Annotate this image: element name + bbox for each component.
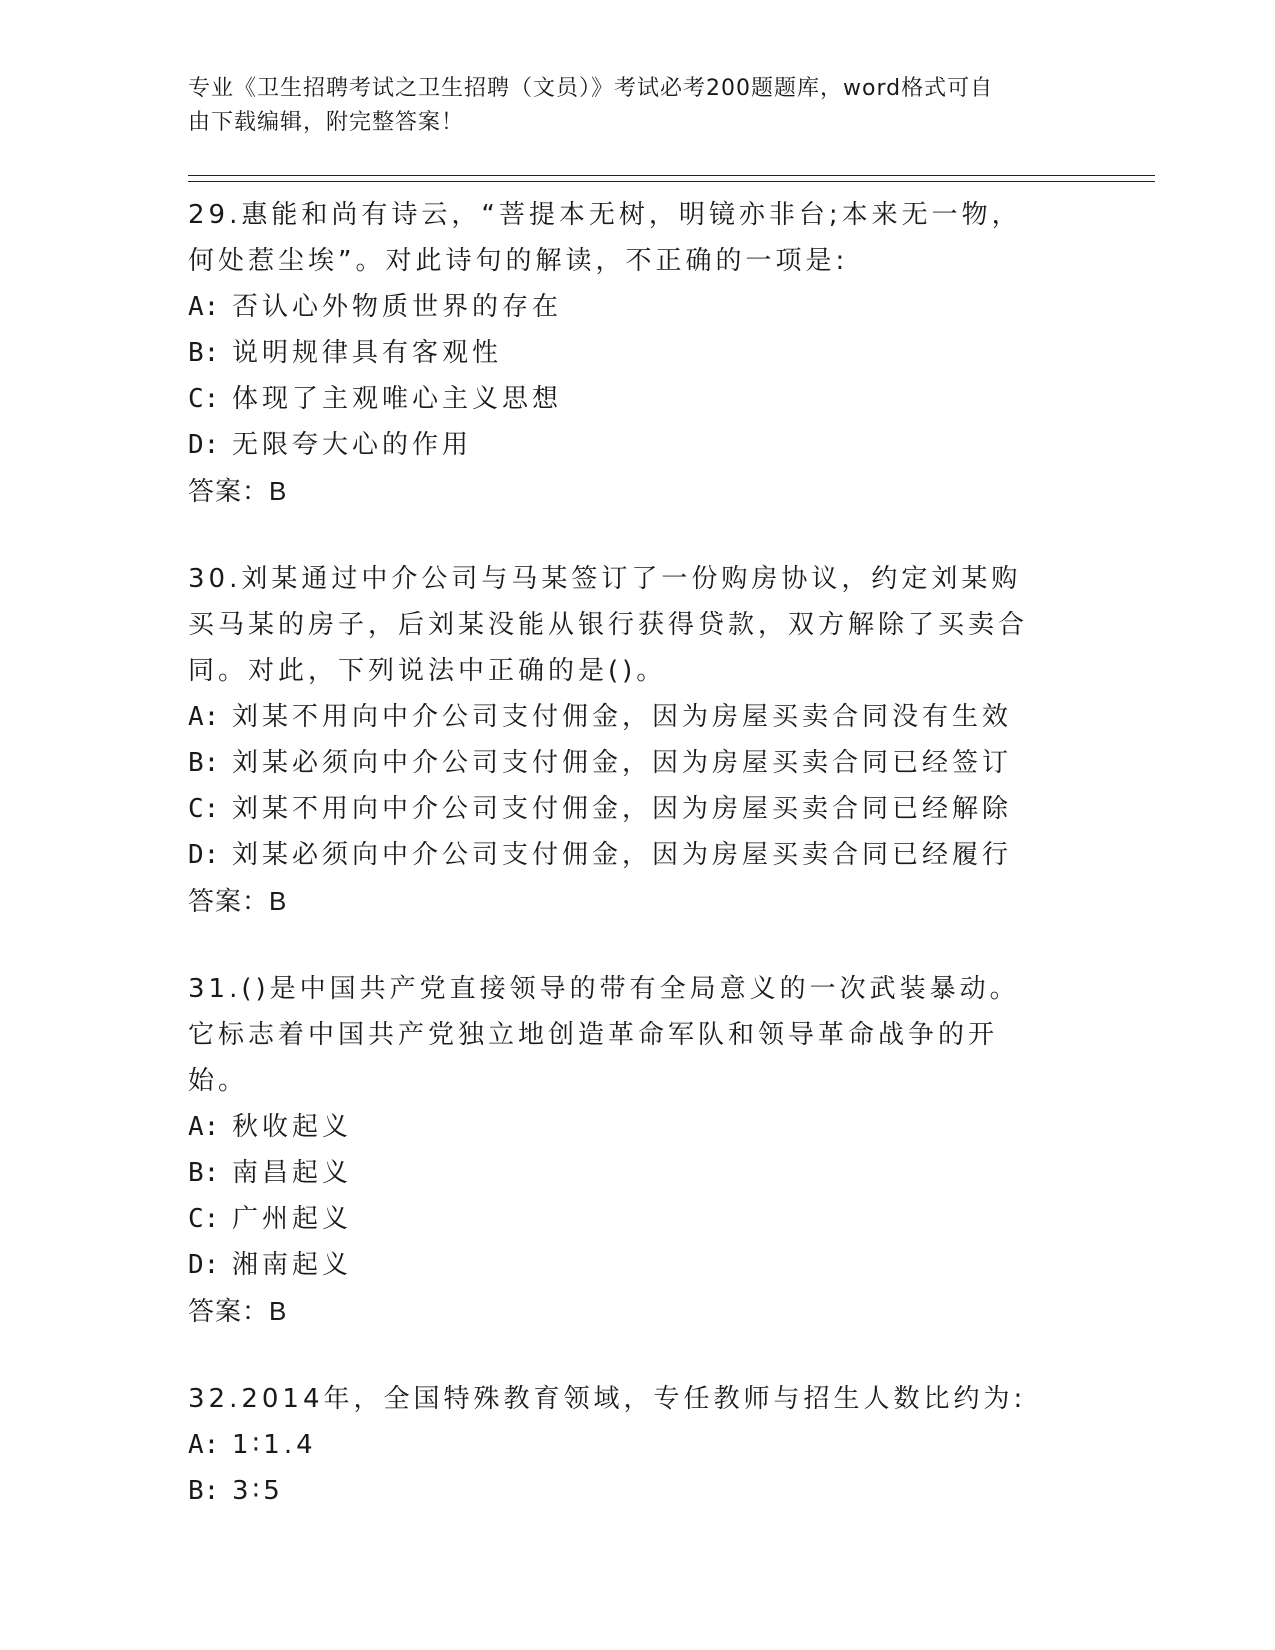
option-d	[188, 422, 1088, 468]
option-text: 1∶1.4	[232, 1430, 317, 1460]
question-spacer	[188, 924, 1088, 966]
option-a	[188, 694, 1088, 740]
option-b	[188, 1150, 1088, 1196]
option-text: 湘南起义	[232, 1250, 353, 1280]
option-text: 刘某必须向中介公司支付佣金，因为房屋买卖合同已经签订	[232, 748, 1013, 778]
option-text: 秋收起义	[232, 1112, 353, 1142]
question-list	[188, 192, 1088, 1514]
option-d	[188, 832, 1088, 878]
option-a	[188, 1104, 1088, 1150]
option-letter: D:	[188, 1250, 220, 1280]
option-letter: D:	[188, 840, 220, 870]
option-b	[188, 1468, 1088, 1514]
option-letter: B:	[188, 1476, 220, 1506]
header-divider-bottom	[188, 181, 1155, 182]
option-letter: A:	[188, 292, 220, 322]
option-letter: A:	[188, 1112, 220, 1142]
header-title-line-1: 专业《卫生招聘考试之卫生招聘（文员）》考试必考200题题库，word格式可自	[188, 76, 994, 101]
header-divider-top	[188, 175, 1155, 176]
option-letter: A:	[188, 702, 220, 732]
option-letter: B:	[188, 338, 220, 368]
option-a	[188, 1422, 1088, 1468]
question-stem: 32.2014年，全国特殊教育领域，专任教师与招生人数比约为:	[188, 1384, 1027, 1414]
answer-line: 答案：B	[188, 476, 288, 506]
option-text: 体现了主观唯心主义思想	[232, 384, 563, 414]
question-stem: 30.刘某通过中介公司与马某签订了一份购房协议，约定刘某购买马某的房子，后刘某没能从银行获得贷款，双方解除了买卖合同。对此，下列说法中正确的是()。	[188, 564, 1029, 686]
question-stem: 29.惠能和尚有诗云，“菩提本无树，明镜亦非台;本来无一物，何处惹尘埃”。对此诗句的解读，不正确的一项是:	[188, 200, 1022, 276]
option-c	[188, 376, 1088, 422]
option-text: 3∶5	[232, 1476, 284, 1506]
question-29	[188, 192, 1088, 514]
header-title-line-2: 由下载编辑，附完整答案！	[188, 110, 465, 135]
question-30	[188, 556, 1088, 924]
answer-line: 答案：B	[188, 886, 288, 916]
option-text: 南昌起义	[232, 1158, 353, 1188]
option-d	[188, 1242, 1088, 1288]
option-letter: A:	[188, 1430, 220, 1460]
question-31	[188, 966, 1088, 1334]
option-a	[188, 284, 1088, 330]
option-text: 说明规律具有客观性	[232, 338, 503, 368]
question-32	[188, 1376, 1088, 1514]
option-letter: C:	[188, 1204, 220, 1234]
question-stem: 31.()是中国共产党直接领导的带有全局意义的一次武装暴动。它标志着中国共产党独立地创造革命军队和领导革命战争的开始。	[188, 974, 1020, 1096]
option-b	[188, 740, 1088, 786]
option-text: 刘某不用向中介公司支付佣金，因为房屋买卖合同没有生效	[232, 702, 1013, 732]
option-text: 刘某必须向中介公司支付佣金，因为房屋买卖合同已经履行	[232, 840, 1013, 870]
option-letter: D:	[188, 430, 220, 460]
answer-line: 答案：B	[188, 1296, 288, 1326]
option-b	[188, 330, 1088, 376]
option-letter: B:	[188, 1158, 220, 1188]
option-text: 广州起义	[232, 1204, 353, 1234]
option-text: 无限夸大心的作用	[232, 430, 473, 460]
option-letter: C:	[188, 794, 220, 824]
option-c	[188, 786, 1088, 832]
document-header	[188, 72, 1068, 140]
option-letter: C:	[188, 384, 220, 414]
option-text: 否认心外物质世界的存在	[232, 292, 563, 322]
option-c	[188, 1196, 1088, 1242]
option-text: 刘某不用向中介公司支付佣金，因为房屋买卖合同已经解除	[232, 794, 1013, 824]
question-spacer	[188, 514, 1088, 556]
question-spacer	[188, 1334, 1088, 1376]
option-letter: B:	[188, 748, 220, 778]
